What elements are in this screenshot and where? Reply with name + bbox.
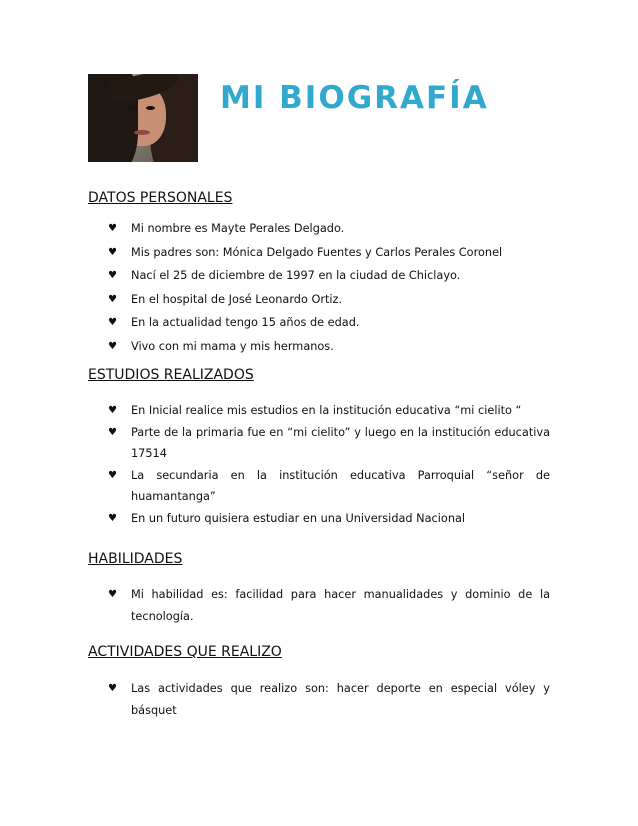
list-habilidades (108, 584, 550, 627)
section-heading-habilidades: HABILIDADES (88, 551, 183, 567)
section-heading-estudios-realizados: ESTUDIOS REALIZADOS (88, 367, 254, 383)
heart-bullet-icon: ♥ (108, 293, 117, 305)
heart-bullet-icon: ♥ (108, 683, 117, 694)
list-item: ♥ En Inicial realice mis estudios en la institución educativa “mi cielito “ (108, 400, 550, 422)
photo-eye (128, 106, 137, 110)
list-item: ♥ Vivo con mi mama y mis hermanos. (108, 336, 502, 358)
list-item: ♥ En la actualidad tengo 15 años de edad. (108, 312, 502, 334)
heart-bullet-icon: ♥ (108, 589, 117, 600)
section-heading-datos-personales: DATOS PERSONALES (88, 190, 233, 206)
list-item: ♥ En el hospital de José Leonardo Ortiz. (108, 289, 502, 311)
section-heading-actividades: ACTIVIDADES QUE REALIZO (88, 644, 282, 660)
heart-bullet-icon: ♥ (108, 405, 117, 416)
profile-photo (88, 74, 198, 162)
list-item: ♥ En un futuro quisiera estudiar en una Universidad Nacional (108, 508, 550, 530)
heart-bullet-icon: ♥ (108, 512, 117, 524)
photo-lips (134, 130, 150, 135)
heart-bullet-icon: ♥ (108, 246, 117, 258)
heart-bullet-icon: ♥ (108, 270, 117, 281)
list-estudios-realizados (108, 400, 550, 529)
list-item: ♥ Las actividades que realizo son: hacer deporte en especial vóley y básquet (108, 678, 550, 721)
list-item: ♥ Mi nombre es Mayte Perales Delgado. (108, 218, 502, 240)
list-actividades (108, 678, 550, 721)
heart-bullet-icon: ♥ (108, 317, 117, 328)
photo-eye (146, 106, 155, 110)
heart-bullet-icon: ♥ (108, 340, 117, 352)
page-title: MI BIOGRAFÍA (220, 80, 489, 116)
list-item: ♥ Nací el 25 de diciembre de 1997 en la ciudad de Chiclayo. (108, 265, 502, 287)
heart-bullet-icon: ♥ (108, 223, 117, 234)
list-item: ♥ La secundaria en la institución educativa Parroquial “señor de huamantanga” (108, 465, 550, 508)
list-item: ♥ Mis padres son: Mónica Delgado Fuentes y Carlos Perales Coronel (108, 242, 502, 264)
heart-bullet-icon: ♥ (108, 426, 117, 438)
list-item: ♥ Mi habilidad es: facilidad para hacer manualidades y dominio de la tecnología. (108, 584, 550, 627)
list-item: ♥ Parte de la primaria fue en “mi cielito” y luego en la institución educativa 17514 (108, 422, 550, 465)
heart-bullet-icon: ♥ (108, 469, 117, 481)
list-datos-personales (108, 218, 502, 359)
